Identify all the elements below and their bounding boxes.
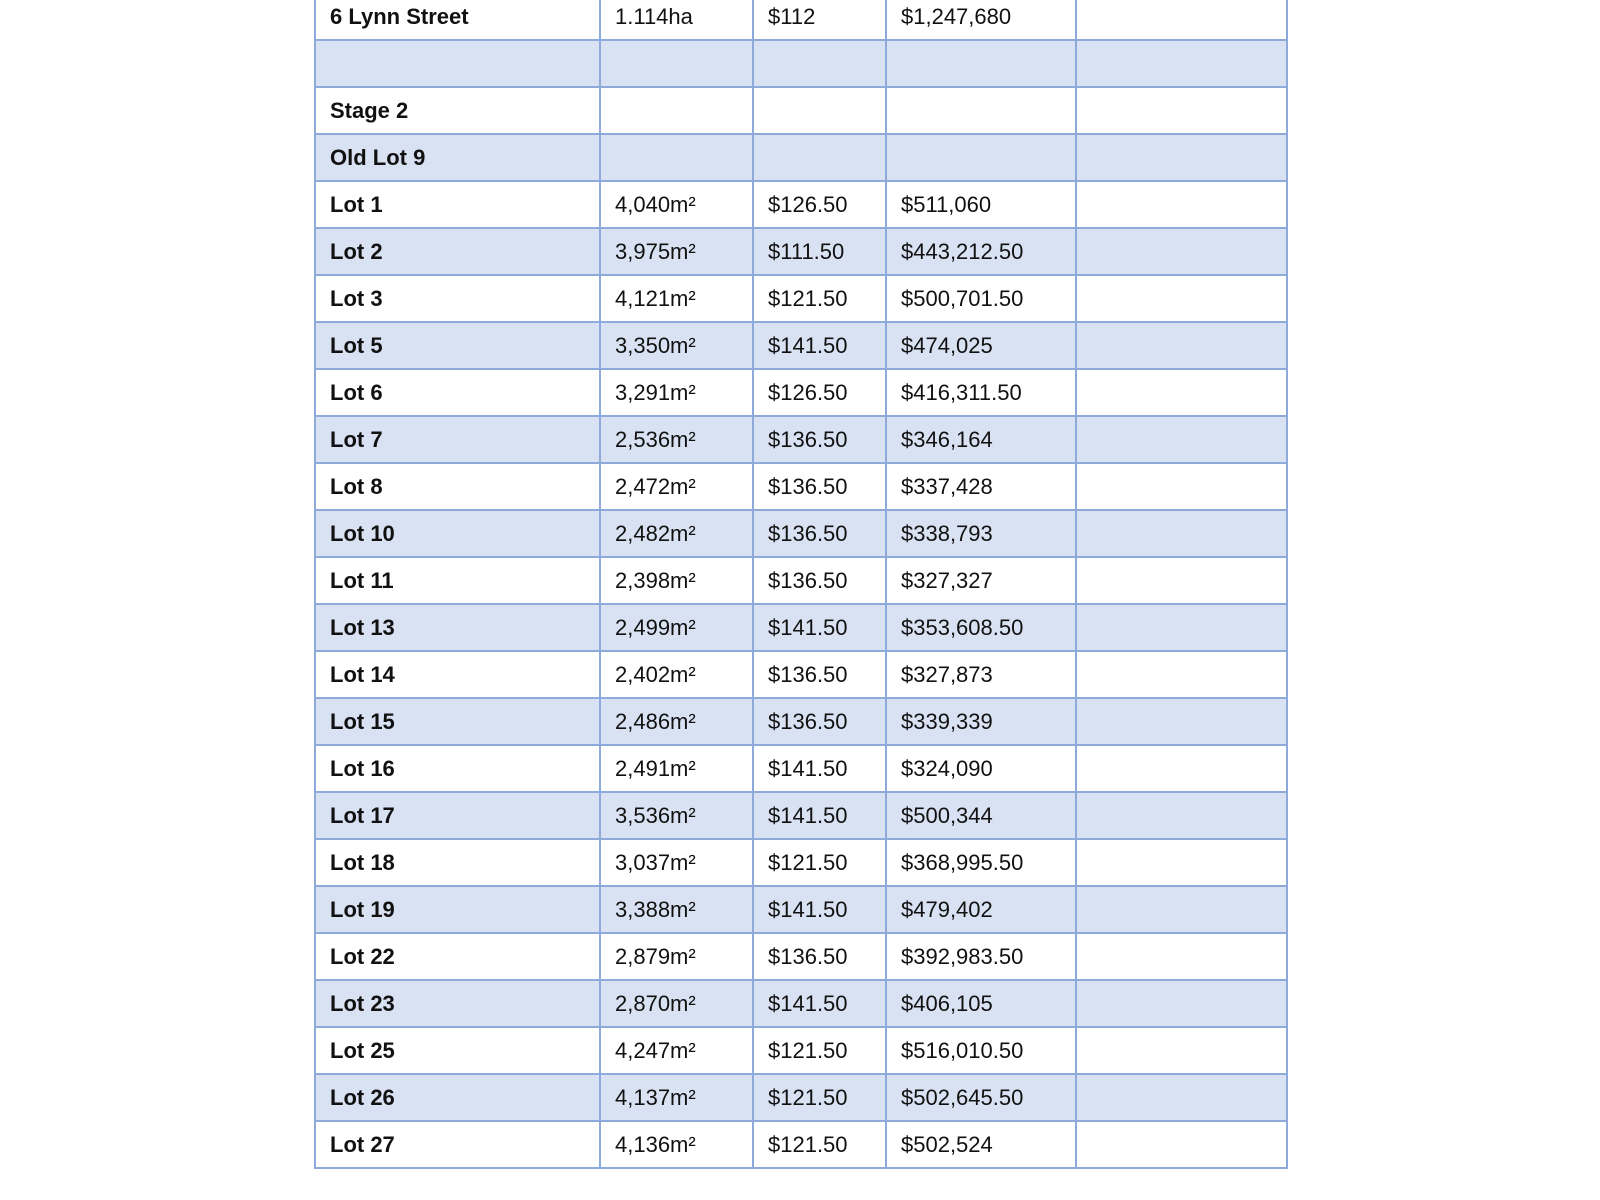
lot-notes-cell [1076, 651, 1287, 698]
table-row [315, 1121, 1287, 1168]
lot-rate-cell: $121.50 [753, 1121, 886, 1168]
lot-rate-cell: $121.50 [753, 275, 886, 322]
table-row [315, 651, 1287, 698]
table-row [315, 933, 1287, 980]
lot-name-cell: Lot 19 [315, 886, 600, 933]
table-row [315, 1074, 1287, 1121]
lot-price-cell: $500,344 [886, 792, 1076, 839]
lot-area-cell: 3,037m² [600, 839, 753, 886]
table-row [315, 369, 1287, 416]
lot-area-cell: 2,402m² [600, 651, 753, 698]
lot-notes-cell [1076, 745, 1287, 792]
table-row [315, 792, 1287, 839]
lot-price-cell: $339,339 [886, 698, 1076, 745]
lot-price-cell: $443,212.50 [886, 228, 1076, 275]
lot-area-cell: 2,499m² [600, 604, 753, 651]
lot-price-cell: $416,311.50 [886, 369, 1076, 416]
table-row [315, 557, 1287, 604]
lot-area-cell: 2,472m² [600, 463, 753, 510]
lot-rate-cell: $136.50 [753, 510, 886, 557]
lot-rate-cell: $136.50 [753, 416, 886, 463]
table-row [315, 40, 1287, 87]
lot-rate-cell: $141.50 [753, 322, 886, 369]
lot-area-cell: 3,975m² [600, 228, 753, 275]
lot-area-cell: 2,491m² [600, 745, 753, 792]
table-row [315, 0, 1287, 40]
lot-price-cell: $502,645.50 [886, 1074, 1076, 1121]
lot-rate-cell: $126.50 [753, 181, 886, 228]
table-row [315, 698, 1287, 745]
lot-price-cell: $327,327 [886, 557, 1076, 604]
lot-price-cell [886, 40, 1076, 87]
lot-name-cell [315, 40, 600, 87]
table-row [315, 839, 1287, 886]
lot-rate-cell: $136.50 [753, 651, 886, 698]
lot-area-cell: 2,536m² [600, 416, 753, 463]
lot-pricing-table [314, 0, 1288, 1169]
lot-name-cell: Lot 8 [315, 463, 600, 510]
lot-notes-cell [1076, 181, 1287, 228]
lot-notes-cell [1076, 792, 1287, 839]
table-row [315, 980, 1287, 1027]
lot-notes-cell [1076, 0, 1287, 40]
lot-name-cell: Lot 5 [315, 322, 600, 369]
lot-rate-cell: $136.50 [753, 557, 886, 604]
lot-area-cell [600, 87, 753, 134]
lot-name-cell: Lot 13 [315, 604, 600, 651]
table-row [315, 228, 1287, 275]
lot-area-cell: 3,350m² [600, 322, 753, 369]
lot-price-cell: $500,701.50 [886, 275, 1076, 322]
lot-price-cell: $516,010.50 [886, 1027, 1076, 1074]
lot-name-cell: Lot 11 [315, 557, 600, 604]
lot-name-cell: Stage 2 [315, 87, 600, 134]
lot-name-cell: Lot 23 [315, 980, 600, 1027]
lot-rate-cell: $141.50 [753, 792, 886, 839]
table-row [315, 134, 1287, 181]
lot-price-cell: $511,060 [886, 181, 1076, 228]
table-row [315, 416, 1287, 463]
lot-price-cell: $337,428 [886, 463, 1076, 510]
lot-area-cell: 2,879m² [600, 933, 753, 980]
lot-area-cell: 2,486m² [600, 698, 753, 745]
lot-notes-cell [1076, 886, 1287, 933]
lot-price-cell: $324,090 [886, 745, 1076, 792]
lot-notes-cell [1076, 228, 1287, 275]
lot-price-cell: $474,025 [886, 322, 1076, 369]
lot-notes-cell [1076, 275, 1287, 322]
lot-notes-cell [1076, 40, 1287, 87]
lot-name-cell: Lot 2 [315, 228, 600, 275]
lot-notes-cell [1076, 510, 1287, 557]
lot-price-cell: $502,524 [886, 1121, 1076, 1168]
lot-rate-cell: $111.50 [753, 228, 886, 275]
lot-rate-cell: $141.50 [753, 604, 886, 651]
lot-name-cell: Lot 15 [315, 698, 600, 745]
lot-rate-cell [753, 87, 886, 134]
lot-notes-cell [1076, 463, 1287, 510]
lot-rate-cell: $141.50 [753, 745, 886, 792]
lot-notes-cell [1076, 416, 1287, 463]
lot-rate-cell: $141.50 [753, 980, 886, 1027]
lot-rate-cell: $136.50 [753, 463, 886, 510]
lot-name-cell: Lot 10 [315, 510, 600, 557]
lot-area-cell: 3,291m² [600, 369, 753, 416]
lot-rate-cell: $121.50 [753, 839, 886, 886]
lot-price-cell: $392,983.50 [886, 933, 1076, 980]
lot-area-cell: 2,482m² [600, 510, 753, 557]
lot-price-cell: $1,247,680 [886, 0, 1076, 40]
lot-area-cell [600, 40, 753, 87]
lot-rate-cell: $112 [753, 0, 886, 40]
lot-name-cell: Lot 16 [315, 745, 600, 792]
lot-name-cell: Lot 3 [315, 275, 600, 322]
lot-notes-cell [1076, 87, 1287, 134]
table-row [315, 745, 1287, 792]
table-row [315, 1027, 1287, 1074]
lot-name-cell: Lot 1 [315, 181, 600, 228]
lot-rate-cell: $141.50 [753, 886, 886, 933]
lot-area-cell [600, 134, 753, 181]
lot-rate-cell [753, 40, 886, 87]
table-row [315, 510, 1287, 557]
table-row [315, 322, 1287, 369]
lot-area-cell: 4,121m² [600, 275, 753, 322]
lot-notes-cell [1076, 134, 1287, 181]
lot-price-cell: $368,995.50 [886, 839, 1076, 886]
lot-name-cell: Lot 26 [315, 1074, 600, 1121]
lot-area-cell: 4,040m² [600, 181, 753, 228]
lot-area-cell: 4,136m² [600, 1121, 753, 1168]
lot-area-cell: 2,870m² [600, 980, 753, 1027]
lot-rate-cell: $136.50 [753, 698, 886, 745]
lot-area-cell: 3,536m² [600, 792, 753, 839]
lot-notes-cell [1076, 369, 1287, 416]
lot-name-cell: Old Lot 9 [315, 134, 600, 181]
lot-notes-cell [1076, 1121, 1287, 1168]
lot-rate-cell: $136.50 [753, 933, 886, 980]
lot-notes-cell [1076, 1074, 1287, 1121]
table-row [315, 604, 1287, 651]
table-row [315, 463, 1287, 510]
lot-rate-cell: $126.50 [753, 369, 886, 416]
lot-name-cell: 6 Lynn Street [315, 0, 600, 40]
lot-name-cell: Lot 25 [315, 1027, 600, 1074]
table-row [315, 886, 1287, 933]
lot-rate-cell [753, 134, 886, 181]
lot-name-cell: Lot 14 [315, 651, 600, 698]
lot-area-cell: 1.114ha [600, 0, 753, 40]
lot-area-cell: 2,398m² [600, 557, 753, 604]
lot-name-cell: Lot 27 [315, 1121, 600, 1168]
lot-rate-cell: $121.50 [753, 1074, 886, 1121]
lot-notes-cell [1076, 933, 1287, 980]
lot-area-cell: 4,247m² [600, 1027, 753, 1074]
lot-notes-cell [1076, 557, 1287, 604]
lot-notes-cell [1076, 604, 1287, 651]
table-row [315, 87, 1287, 134]
lot-price-cell: $338,793 [886, 510, 1076, 557]
table-row [315, 181, 1287, 228]
lot-price-cell: $353,608.50 [886, 604, 1076, 651]
lot-notes-cell [1076, 1027, 1287, 1074]
lot-price-cell: $406,105 [886, 980, 1076, 1027]
lot-name-cell: Lot 22 [315, 933, 600, 980]
lot-name-cell: Lot 17 [315, 792, 600, 839]
lot-rate-cell: $121.50 [753, 1027, 886, 1074]
lot-area-cell: 4,137m² [600, 1074, 753, 1121]
lot-notes-cell [1076, 322, 1287, 369]
lot-table-body [315, 0, 1287, 1168]
lot-notes-cell [1076, 698, 1287, 745]
lot-price-cell [886, 134, 1076, 181]
lot-name-cell: Lot 7 [315, 416, 600, 463]
lot-price-cell: $327,873 [886, 651, 1076, 698]
lot-area-cell: 3,388m² [600, 886, 753, 933]
lot-notes-cell [1076, 839, 1287, 886]
lot-price-cell: $346,164 [886, 416, 1076, 463]
lot-name-cell: Lot 6 [315, 369, 600, 416]
lot-name-cell: Lot 18 [315, 839, 600, 886]
table-row [315, 275, 1287, 322]
lot-price-cell [886, 87, 1076, 134]
lot-notes-cell [1076, 980, 1287, 1027]
lot-price-cell: $479,402 [886, 886, 1076, 933]
